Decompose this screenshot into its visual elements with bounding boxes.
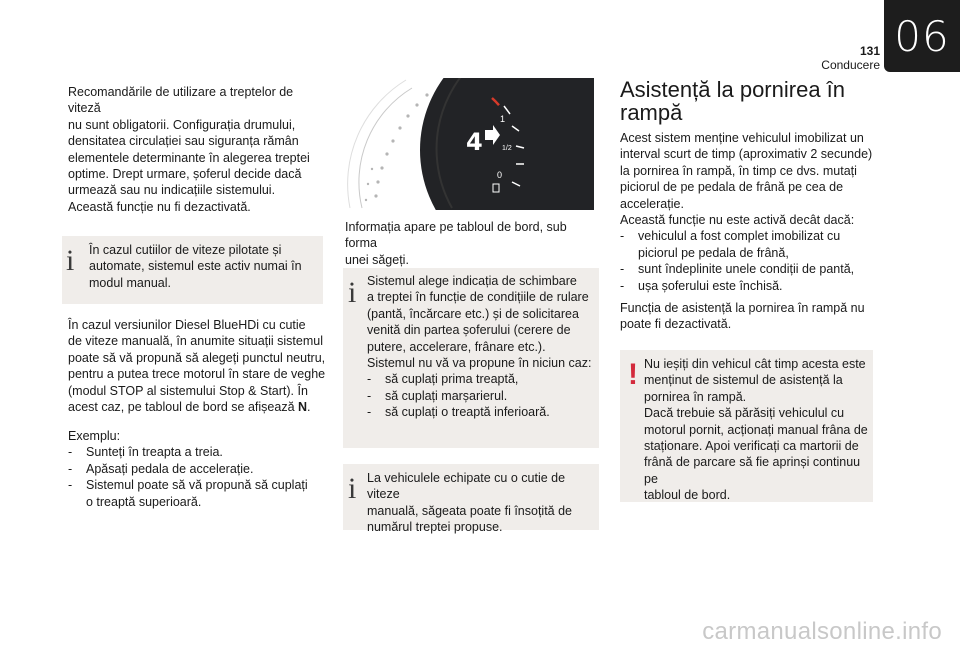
text-line: (pantă, încărcare etc.) și de solicitarea bbox=[367, 306, 579, 321]
text-line: În cazul cutiilor de viteze pilotate și bbox=[89, 243, 282, 257]
warning-box bbox=[620, 350, 873, 502]
neutral-indicator: N bbox=[298, 400, 308, 415]
list-item: - să cuplați prima treaptă, bbox=[367, 372, 519, 387]
section-heading: Asistență la pornirea în rampă bbox=[620, 77, 846, 125]
text-line: Această funcție nu fi dezactivată. bbox=[68, 199, 251, 214]
text-fragment: . bbox=[307, 400, 311, 415]
text-line: la pornirea în rampă, în timp ce dvs. mutați bbox=[620, 163, 857, 178]
text-line: venită din partea șoferului (cerere de bbox=[367, 323, 571, 338]
text-line: motorul pornit, acționați manual frâna de bbox=[644, 422, 868, 437]
chapter-tab bbox=[884, 0, 960, 72]
page-number: 131 bbox=[859, 44, 880, 58]
text-line: elementele determinante în alegerea treptei bbox=[68, 150, 310, 165]
list-item: - să cuplați o treaptă inferioară. bbox=[367, 405, 550, 420]
chapter-number: 06 bbox=[894, 11, 950, 61]
info-icon: i bbox=[348, 472, 357, 505]
list-item: - ușa șoferului este închisă. bbox=[620, 278, 783, 293]
text-line: automate, sistemul este activ numai în bbox=[89, 259, 302, 274]
text-line: menținut de sistemul de asistență la bbox=[644, 373, 843, 388]
gauge-mark-half: 1/2 bbox=[502, 145, 512, 152]
diesel-paragraph bbox=[68, 317, 330, 415]
text-line: nu sunt obligatorii. Configurația drumului, bbox=[68, 117, 296, 132]
text-line: pornirea în rampă. bbox=[644, 389, 747, 404]
example-section bbox=[68, 428, 330, 510]
text-line: urmează sau nu indicațiile sistemului. bbox=[68, 183, 276, 198]
text-line: Dacă trebuie să părăsiți vehiculul cu bbox=[644, 406, 845, 421]
text-line: frână de parcare să fie aprinși continuu pe bbox=[644, 455, 861, 486]
text-line: unei săgeți. bbox=[345, 252, 409, 267]
list-item: - sunt îndeplinite unele condiții de pantă, bbox=[620, 262, 855, 277]
gear-number: 4 bbox=[466, 128, 483, 156]
list-item: - Sistemul poate să vă propună să cuplați o treaptă superioară. bbox=[68, 478, 308, 509]
list-item: - Apăsați pedala de accelerație. bbox=[68, 461, 254, 476]
text-line: interval scurt de timp (aproximativ 2 secunde) bbox=[620, 147, 873, 162]
example-title: Exemplu: bbox=[68, 429, 121, 443]
text-line: Funcția de asistență la pornirea în rampă nu bbox=[620, 301, 865, 315]
deactivation-paragraph bbox=[620, 300, 882, 333]
info-box-manual-mode bbox=[62, 236, 323, 304]
text-line: Sistemul alege indicația de schimbare bbox=[367, 274, 577, 288]
text-line: densitatea circulației sau siguranța rămân bbox=[68, 134, 299, 149]
text-line: manuală, săgeata poate fi însoțită de bbox=[367, 503, 573, 518]
gauge-caption bbox=[345, 219, 599, 268]
list-item: - să cuplați marșarierul. bbox=[367, 388, 508, 403]
text-line: poate fi dezactivată. bbox=[620, 317, 732, 332]
text-line: de viteze manuală, în anumite situații sistemul bbox=[68, 334, 323, 349]
section-name: Conducere bbox=[821, 58, 880, 72]
text-line: numărul treptei propuse. bbox=[367, 520, 503, 535]
gear-shift-gauge-illustration bbox=[342, 78, 594, 210]
text-line: poate să vă propună să alegeți punctul neutru, bbox=[68, 350, 326, 365]
text-line: În cazul versiunilor Diesel BlueHDi cu cutie bbox=[68, 318, 306, 332]
intro-paragraph bbox=[68, 84, 328, 215]
text-line bbox=[68, 399, 330, 415]
text-line: Acest sistem menține vehiculul imobilizat un bbox=[620, 131, 864, 145]
text-line: Sistemul nu vă va propune în niciun caz: bbox=[367, 356, 592, 371]
hill-start-paragraph bbox=[620, 130, 882, 294]
text-line: modul manual. bbox=[89, 275, 171, 290]
warning-exclamation-icon: ! bbox=[628, 358, 638, 391]
info-box-gear-number bbox=[343, 464, 599, 535]
text-line: La vehiculele echipate cu o cutie de viteze bbox=[367, 471, 566, 502]
text-line: putere, accelerare, frânare etc.). bbox=[367, 339, 546, 354]
list-item: - vehiculul a fost complet imobilizat cu piciorul pe pedala de frână, bbox=[620, 229, 841, 260]
text-line: tabloul de bord. bbox=[644, 488, 731, 503]
gauge-mark-0: 0 bbox=[497, 170, 503, 180]
text-line: a treptei în funcție de condițiile de rulare bbox=[367, 290, 589, 305]
list-item: - Sunteți în treapta a treia. bbox=[68, 445, 223, 460]
text-line: piciorul de pe pedala de frână pe cea de bbox=[620, 180, 844, 195]
info-box-shift-logic bbox=[343, 268, 599, 448]
text-line: Informația apare pe tabloul de bord, sub forma bbox=[345, 220, 567, 251]
info-icon: i bbox=[348, 276, 357, 309]
text-line: staționare. Apoi verificați ca martorii de bbox=[644, 439, 859, 454]
text-line: optime. Drept urmare, șoferul decide dacă bbox=[68, 167, 302, 182]
gauge-mark-1: 1 bbox=[500, 114, 506, 124]
info-icon: i bbox=[66, 244, 75, 277]
text-line: Nu ieșiți din vehicul cât timp acesta este bbox=[644, 357, 866, 371]
text-line: accelerație. bbox=[620, 196, 684, 211]
text-line: Această funcție nu este activă decât dacă: bbox=[620, 213, 855, 228]
text-line: pentru a putea trece motorul în stare de veghe bbox=[68, 367, 326, 382]
watermark: carmanualsonline.info bbox=[702, 618, 942, 645]
text-line: Recomandările de utilizare a treptelor de viteză bbox=[68, 85, 294, 116]
text-line: (modul STOP al sistemului Stop & Start). În bbox=[68, 383, 308, 398]
text-fragment: acest caz, pe tabloul de bord se afișează bbox=[68, 400, 299, 415]
